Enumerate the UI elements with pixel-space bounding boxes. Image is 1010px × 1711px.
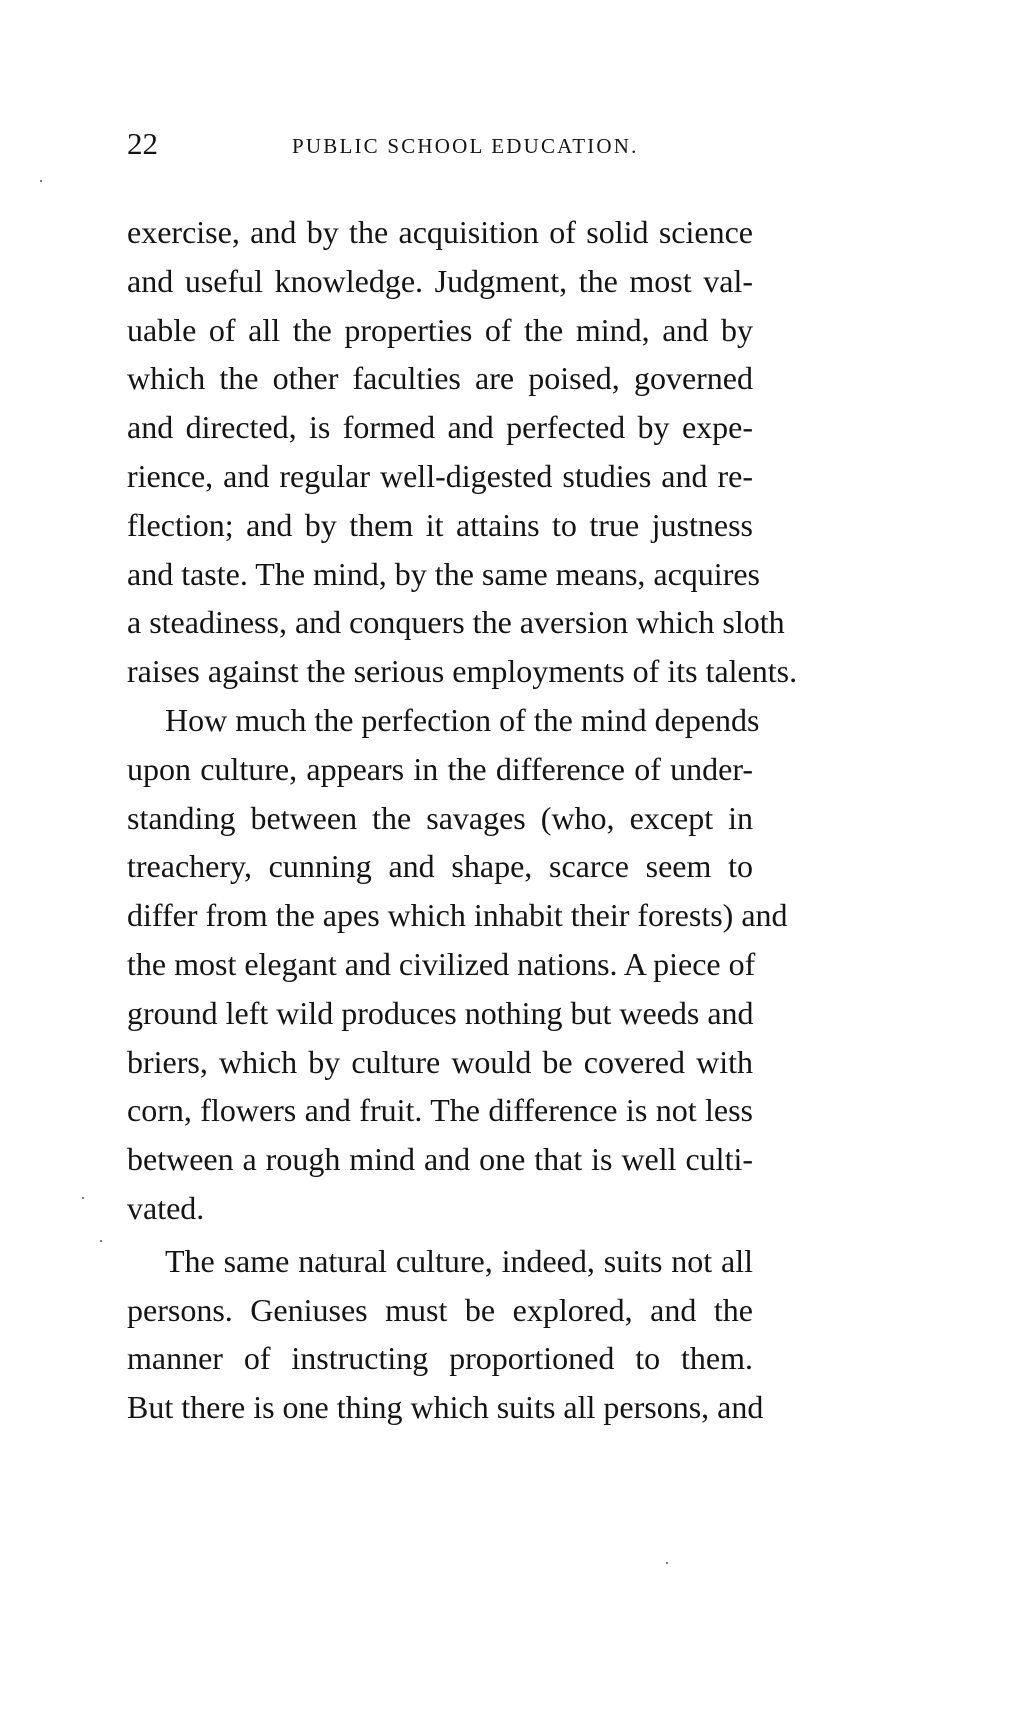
text-line: But there is one thing which suits all persons, and: [127, 1389, 764, 1426]
text-line: flection; and by them it attains to true justness: [127, 506, 753, 543]
text-line: exercise, and by the acquisition of solid science: [127, 214, 753, 250]
text-line: and directed, is formed and perfected by expe-: [127, 409, 753, 446]
text-line: vated.: [127, 1189, 205, 1226]
paragraph: [127, 1237, 764, 1432]
text-line: rience, and regular well-digested studies and re-: [127, 457, 753, 494]
text-line: standing between the savages (who, except in: [127, 799, 753, 836]
text-line: uable of all the properties of the mind, and by: [127, 311, 753, 348]
text-line: How much the perfection of the mind depends: [165, 701, 760, 738]
text-line: and taste. The mind, by the same means, acquires: [127, 555, 760, 592]
text-line: ground left wild produces nothing but weeds and: [127, 994, 754, 1031]
page-number: 22: [127, 126, 158, 161]
text-line: and useful knowledge. Judgment, the most val-: [127, 262, 753, 299]
ink-speck: [40, 180, 42, 182]
ink-speck: [100, 1240, 102, 1242]
text-line: a steadiness, and conquers the aversion which sloth: [127, 604, 785, 641]
text-line: raises against the serious employments of its talents.: [127, 653, 798, 690]
text-line: treachery, cunning and shape, scarce seem to: [127, 848, 753, 885]
text-line: differ from the apes which inhabit their forests) and: [127, 897, 788, 934]
paragraph: [127, 208, 798, 696]
text-line: which the other faculties are poised, governed: [127, 360, 753, 397]
paragraph: [127, 696, 788, 1233]
running-head: PUBLIC SCHOOL EDUCATION.: [292, 134, 639, 158]
text-line: The same natural culture, indeed, suits not all: [165, 1242, 753, 1279]
body-text: [127, 208, 798, 1432]
ink-speck: [82, 1197, 84, 1199]
text-line: briers, which by culture would be covered with: [127, 1043, 753, 1080]
text-line: the most elegant and civilized nations. A piece of: [127, 945, 756, 982]
text-line: corn, flowers and fruit. The difference is not less: [127, 1092, 753, 1129]
ink-speck: [666, 1562, 668, 1564]
page-header: [127, 124, 753, 164]
text-line: persons. Geniuses must be explored, and the: [127, 1291, 753, 1328]
text-line: manner of instructing proportioned to them.: [127, 1340, 753, 1377]
text-line: between a rough mind and one that is well culti-: [127, 1141, 753, 1178]
text-line: upon culture, appears in the difference of under-: [127, 750, 753, 787]
